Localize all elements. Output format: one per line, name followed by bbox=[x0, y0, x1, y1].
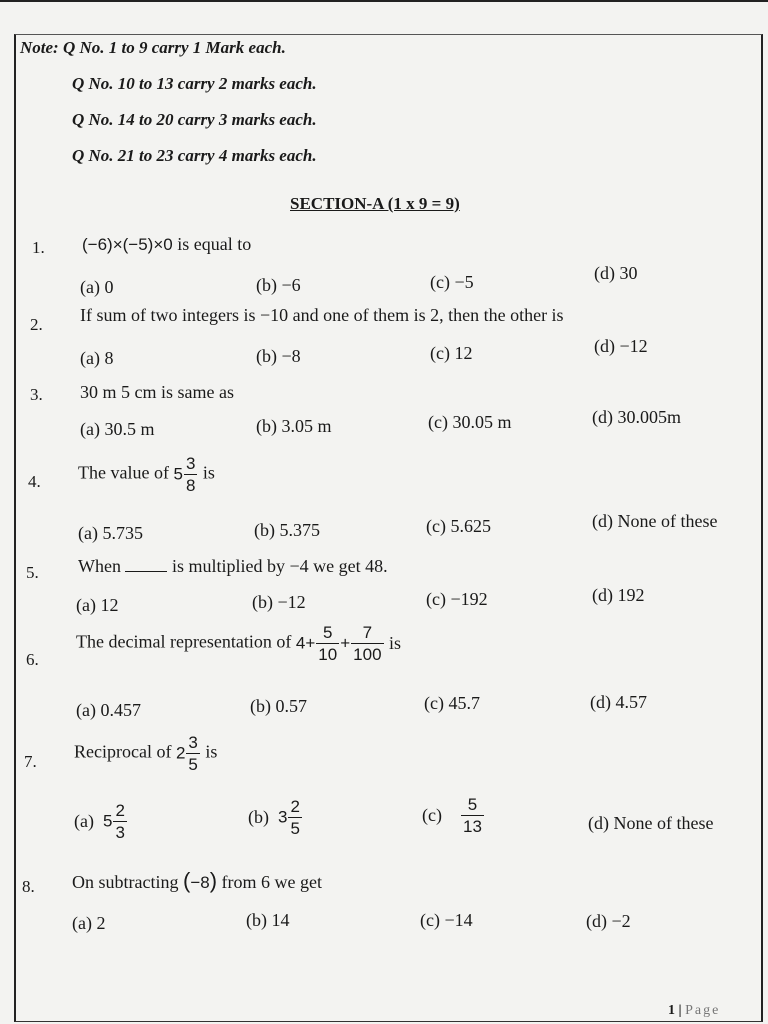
option-d: (d) −12 bbox=[594, 336, 648, 356]
numerator: 3 bbox=[185, 454, 196, 473]
question-text-tail: from 6 we get bbox=[221, 872, 322, 892]
paren-close: ) bbox=[209, 868, 218, 893]
option-a: (a) 8 bbox=[80, 348, 114, 368]
option-a: (a) 5.735 bbox=[78, 523, 143, 543]
fraction bbox=[316, 624, 339, 663]
denominator: 5 bbox=[290, 819, 300, 838]
option-label: (c) bbox=[422, 805, 442, 825]
option-c: (c) −192 bbox=[426, 589, 488, 609]
fraction bbox=[461, 796, 484, 835]
denominator: 5 bbox=[188, 755, 198, 774]
denominator: 100 bbox=[353, 645, 382, 664]
question-text: 30 m 5 cm is same as bbox=[80, 382, 234, 402]
note-line-2: Q No. 10 to 13 carry 2 marks each. bbox=[72, 74, 317, 93]
option-d: (d) None of these bbox=[592, 511, 718, 531]
math-expression: (−6)×(−5)×0 bbox=[82, 235, 173, 254]
question-text bbox=[76, 624, 401, 663]
option-d: (d) 4.57 bbox=[590, 692, 647, 712]
denominator: 10 bbox=[318, 645, 338, 664]
question-text bbox=[74, 734, 217, 773]
fraction bbox=[351, 624, 383, 663]
option-b: (b) 0.57 bbox=[250, 696, 307, 716]
fraction bbox=[113, 802, 126, 841]
note-line-3: Q No. 14 to 20 carry 3 marks each. bbox=[72, 110, 317, 129]
question-number: 7. bbox=[24, 752, 37, 771]
question-text bbox=[78, 455, 215, 494]
page-footer bbox=[668, 1003, 720, 1019]
option-a: (a) 12 bbox=[76, 595, 119, 615]
question-text-head: Reciprocal of bbox=[74, 741, 172, 762]
top-rule bbox=[0, 0, 768, 6]
option-b: (b) 5.375 bbox=[254, 520, 320, 540]
option-a: (a) 0 bbox=[80, 277, 114, 297]
numerator: 7 bbox=[362, 623, 373, 642]
note-line-1: Note: Q No. 1 to 9 carry 1 Mark each. bbox=[20, 38, 286, 57]
question-number: 8. bbox=[22, 877, 35, 896]
question-number: 3. bbox=[30, 385, 43, 404]
option-b bbox=[248, 798, 303, 837]
question-text-tail: is bbox=[389, 633, 402, 653]
option-d: (d) None of these bbox=[588, 813, 714, 833]
option-d: (d) −2 bbox=[586, 911, 631, 931]
question-text-head: The decimal representation of bbox=[76, 631, 292, 652]
question-number: 6. bbox=[26, 650, 39, 669]
option-a: (a) 0.457 bbox=[76, 700, 141, 720]
numerator: 2 bbox=[290, 797, 300, 816]
mixed-number-whole: 5 bbox=[102, 811, 113, 831]
answer-blank bbox=[125, 571, 167, 572]
option-b: (b) −6 bbox=[256, 275, 301, 295]
option-d: (d) 30 bbox=[594, 263, 638, 283]
question-text-head: The value of bbox=[78, 462, 169, 483]
option-a: (a) 30.5 m bbox=[80, 419, 155, 439]
section-title: SECTION-A (1 x 9 = 9) bbox=[290, 194, 460, 213]
question-text-head: When bbox=[78, 556, 121, 576]
question-number: 2. bbox=[30, 315, 43, 334]
option-c: (c) 12 bbox=[430, 343, 473, 363]
numerator: 2 bbox=[115, 801, 125, 820]
option-b: (b) −8 bbox=[256, 346, 301, 366]
option-c: (c) 5.625 bbox=[426, 516, 491, 536]
fraction bbox=[288, 798, 301, 837]
numerator: 3 bbox=[188, 733, 198, 752]
option-a: (a) 2 bbox=[72, 913, 106, 933]
question-number: 4. bbox=[28, 472, 41, 491]
fraction bbox=[186, 734, 199, 773]
question-text bbox=[78, 556, 388, 577]
question-text: If sum of two integers is −10 and one of them is 2, then the other is bbox=[80, 305, 564, 325]
option-b: (b) 3.05 m bbox=[256, 416, 332, 436]
option-c: (c) 30.05 m bbox=[428, 412, 512, 432]
mixed-number-whole: 5 bbox=[173, 464, 183, 484]
option-c: (c) 45.7 bbox=[424, 693, 480, 713]
math-expression: −8 bbox=[190, 873, 210, 892]
question-number: 1. bbox=[32, 238, 45, 257]
question-text-head: On subtracting bbox=[72, 872, 179, 892]
note-line-4: Q No. 21 to 23 carry 4 marks each. bbox=[72, 146, 317, 165]
option-a bbox=[74, 802, 128, 841]
option-d: (d) 30.005m bbox=[592, 407, 681, 427]
question-text-tail: is equal to bbox=[177, 234, 252, 254]
option-b: (b) −12 bbox=[252, 592, 306, 612]
question-number: 5. bbox=[26, 563, 39, 582]
question-text-tail: is multiplied by −4 we get 48. bbox=[171, 556, 388, 576]
denominator: 8 bbox=[185, 476, 196, 495]
option-c: (c) −5 bbox=[430, 272, 474, 292]
option-c: (c) −14 bbox=[420, 910, 473, 930]
denominator: 3 bbox=[115, 823, 125, 842]
question-text-tail: is bbox=[202, 462, 215, 483]
paren-open: ( bbox=[182, 868, 191, 893]
option-b: (b) 14 bbox=[246, 910, 290, 930]
option-label: (a) bbox=[74, 811, 94, 831]
option-label: (b) bbox=[248, 807, 269, 827]
question-text bbox=[72, 868, 322, 894]
page-word: Page bbox=[685, 1003, 721, 1018]
denominator: 13 bbox=[462, 817, 482, 836]
mixed-number-whole: 2 bbox=[175, 743, 186, 763]
fraction bbox=[184, 455, 197, 494]
question-text bbox=[82, 234, 251, 255]
option-c bbox=[422, 796, 485, 835]
question-text-tail: is bbox=[205, 741, 218, 762]
option-d: (d) 192 bbox=[592, 585, 645, 605]
numerator: 5 bbox=[467, 795, 478, 814]
whole-part: 4+ bbox=[295, 633, 316, 653]
page-number: 1 | bbox=[668, 1003, 682, 1018]
numerator: 5 bbox=[323, 623, 333, 642]
plus-sign: + bbox=[340, 633, 351, 653]
mixed-number-whole: 3 bbox=[278, 807, 288, 827]
